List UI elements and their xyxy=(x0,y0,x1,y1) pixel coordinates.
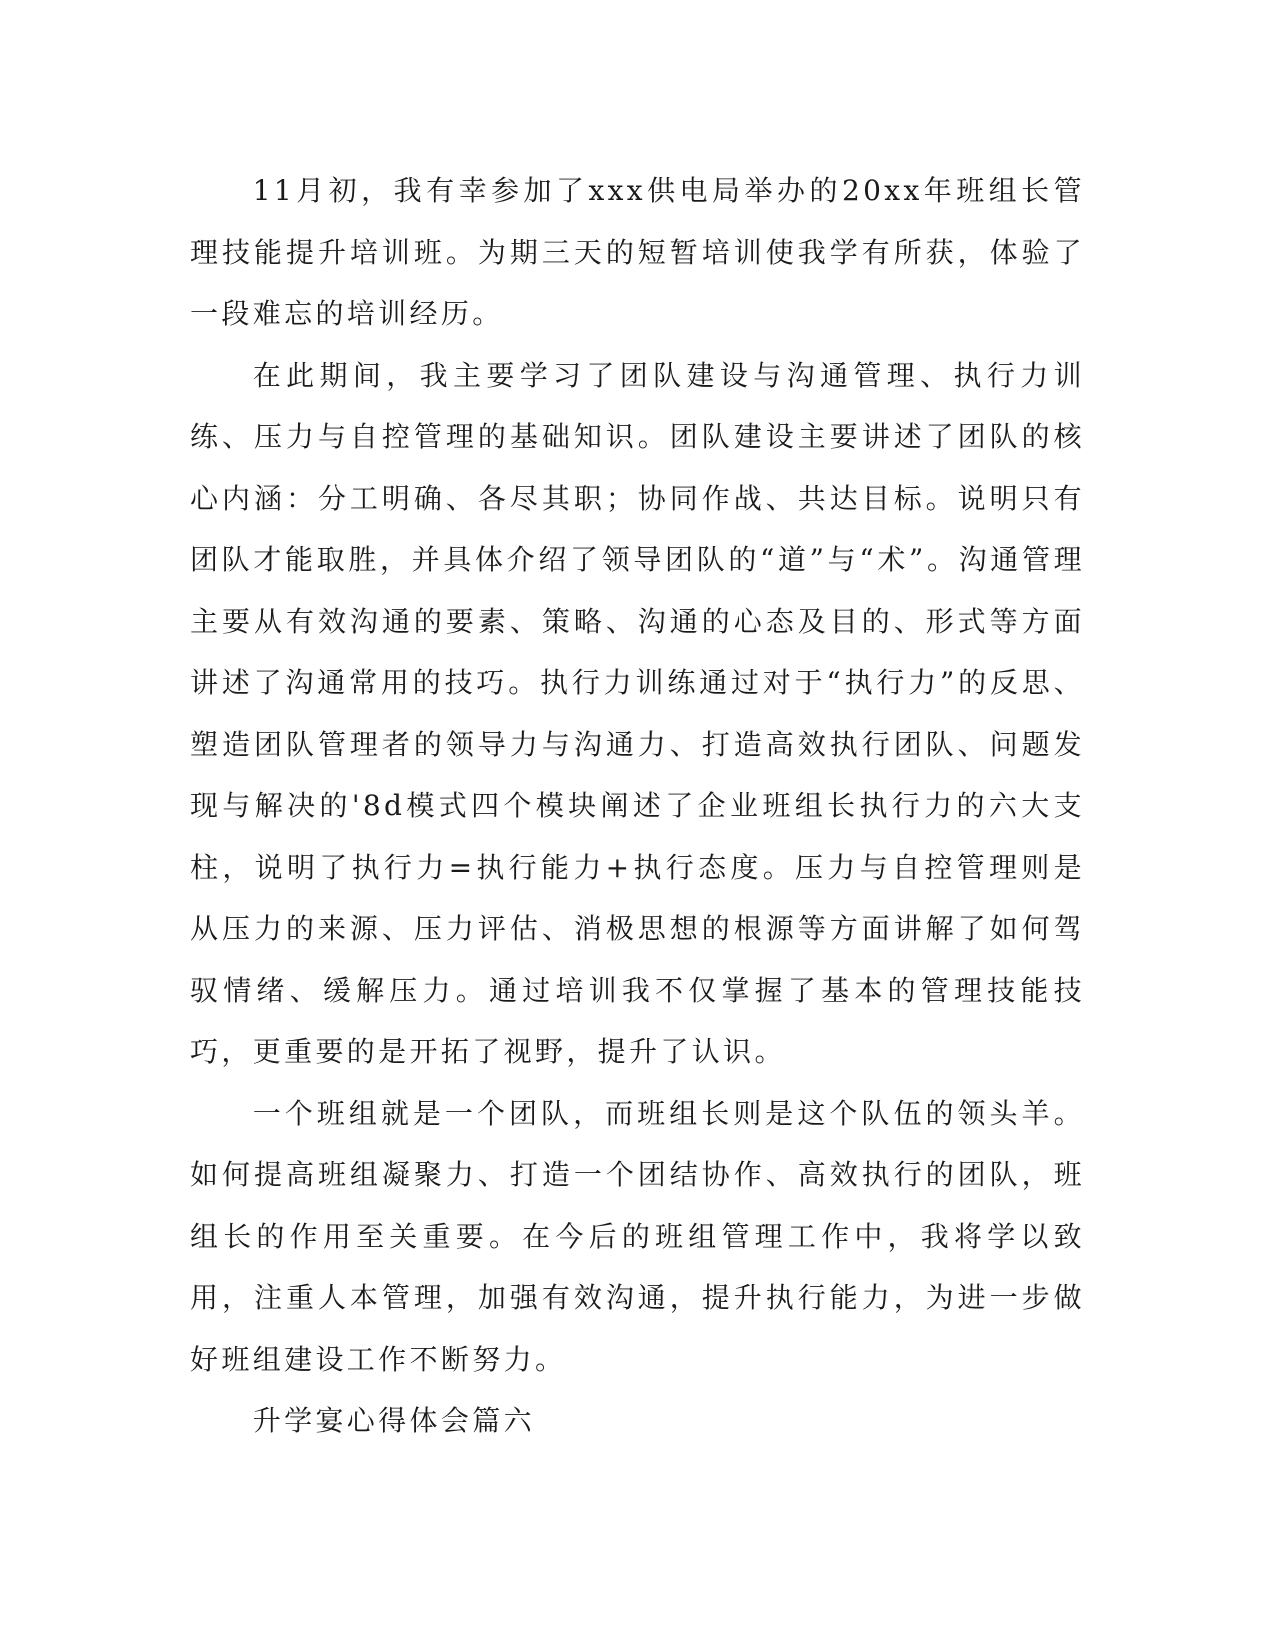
paragraph-team-leader: 一个班组就是一个团队，而班组长则是这个队伍的领头羊。如何提高班组凝聚力、打造一个团结协作、高效执行的团队，班组长的作用至关重要。在今后的班组管理工作中，我将学以致用，注重人本管理，加强有效沟通，提升执行能力，为进一步做好班组建设工作不断努力。 xyxy=(190,1096,1085,1376)
document-body xyxy=(190,160,1085,1452)
section-heading: 升学宴心得体会篇六 xyxy=(252,1404,535,1437)
paragraph-training-intro: 11月初，我有幸参加了xxx供电局举办的20xx年班组长管理技能提升培训班。为期三天的短暂培训使我学有所获，体验了一段难忘的培训经历。 xyxy=(190,174,1085,330)
paragraph-training-content: 在此期间，我主要学习了团队建设与沟通管理、执行力训练、压力与自控管理的基础知识。团队建设主要讲述了团队的核心内涵：分工明确、各尽其职；协同作战、共达目标。说明只有团队才能取胜，并具体介绍了领导团队的“道”与“术”。沟通管理主要从有效沟通的要素、策略、沟通的心态及目的、形式等方面讲述了沟通常用的技巧。执行力训练通过对于“执行力”的反思、塑造团队管理者的领导力与沟通力、打造高效执行团队、问题发现与解决的'8d模式四个模块阐述了企业班组长执行力的六大支柱，说明了执行力=执行能力+执行态度。压力与自控管理则是从压力的来源、压力评估、消极思想的根源等方面讲解了如何驾驭情绪、缓解压力。通过培训我不仅掌握了基本的管理技能技巧，更重要的是开拓了视野，提升了认识。 xyxy=(190,358,1085,1068)
